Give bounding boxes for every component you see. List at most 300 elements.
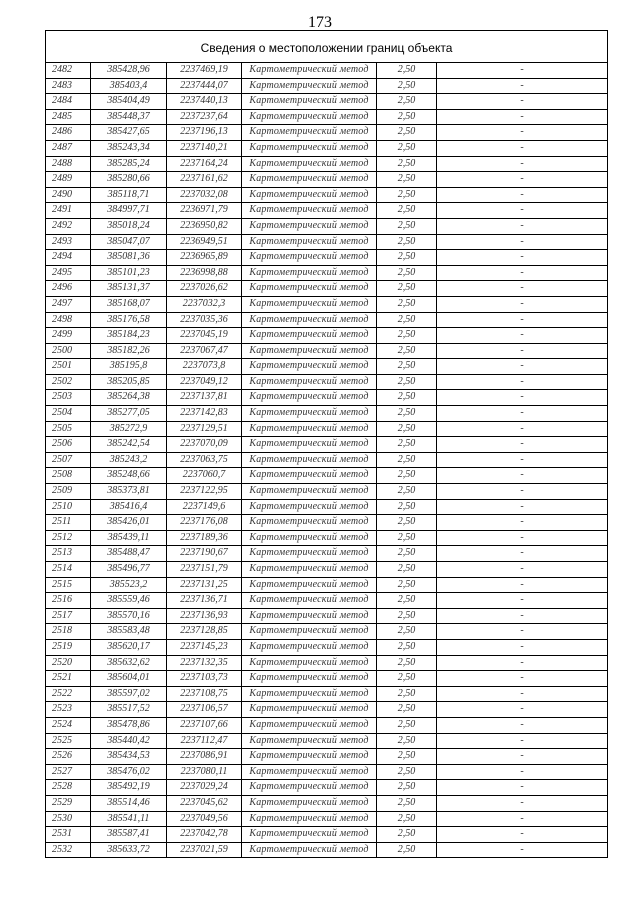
note-cell: - [437, 312, 608, 328]
precision-cell: 2,50 [377, 94, 437, 110]
note-cell: - [437, 562, 608, 578]
coordinate-y-cell: 2237045,62 [167, 795, 242, 811]
method-cell: Картометрический метод [242, 515, 377, 531]
point-number-cell: 2524 [46, 717, 91, 733]
coordinate-y-cell: 2237112,47 [167, 733, 242, 749]
table-row [46, 671, 608, 687]
method-cell: Картометрический метод [242, 437, 377, 453]
point-number-cell: 2491 [46, 203, 91, 219]
point-number-cell: 2495 [46, 265, 91, 281]
coordinate-y-cell: 2237029,24 [167, 780, 242, 796]
precision-cell: 2,50 [377, 686, 437, 702]
method-cell: Картометрический метод [242, 655, 377, 671]
point-number-cell: 2530 [46, 811, 91, 827]
precision-cell: 2,50 [377, 811, 437, 827]
note-cell: - [437, 717, 608, 733]
note-cell: - [437, 749, 608, 765]
table-row [46, 593, 608, 609]
table-row [46, 562, 608, 578]
point-number-cell: 2521 [46, 671, 91, 687]
table-row [46, 515, 608, 531]
precision-cell: 2,50 [377, 359, 437, 375]
point-number-cell: 2514 [46, 562, 91, 578]
coordinate-y-cell: 2237161,62 [167, 172, 242, 188]
method-cell: Картометрический метод [242, 218, 377, 234]
method-cell: Картометрический метод [242, 733, 377, 749]
precision-cell: 2,50 [377, 717, 437, 733]
note-cell: - [437, 827, 608, 843]
point-number-cell: 2512 [46, 530, 91, 546]
note-cell: - [437, 78, 608, 94]
point-number-cell: 2502 [46, 374, 91, 390]
point-number-cell: 2483 [46, 78, 91, 94]
method-cell: Картометрический метод [242, 265, 377, 281]
coordinate-x-cell: 385496,77 [91, 562, 167, 578]
precision-cell: 2,50 [377, 296, 437, 312]
coordinate-x-cell: 385478,86 [91, 717, 167, 733]
method-cell: Картометрический метод [242, 94, 377, 110]
precision-cell: 2,50 [377, 733, 437, 749]
coordinate-y-cell: 2237136,93 [167, 608, 242, 624]
method-cell: Картометрический метод [242, 421, 377, 437]
method-cell: Картометрический метод [242, 203, 377, 219]
point-number-cell: 2497 [46, 296, 91, 312]
table-row [46, 359, 608, 375]
table-title-row [46, 31, 608, 63]
precision-cell: 2,50 [377, 63, 437, 79]
coordinate-x-cell: 385168,07 [91, 296, 167, 312]
method-cell: Картометрический метод [242, 546, 377, 562]
table-row [46, 406, 608, 422]
table-row [46, 842, 608, 858]
method-cell: Картометрический метод [242, 577, 377, 593]
note-cell: - [437, 296, 608, 312]
table-row [46, 764, 608, 780]
method-cell: Картометрический метод [242, 764, 377, 780]
note-cell: - [437, 234, 608, 250]
coordinate-y-cell: 2237176,08 [167, 515, 242, 531]
point-number-cell: 2490 [46, 187, 91, 203]
coordinate-x-cell: 385620,17 [91, 639, 167, 655]
point-number-cell: 2494 [46, 250, 91, 266]
precision-cell: 2,50 [377, 546, 437, 562]
table-row [46, 296, 608, 312]
table-row [46, 452, 608, 468]
precision-cell: 2,50 [377, 140, 437, 156]
coordinate-x-cell: 385440,42 [91, 733, 167, 749]
note-cell: - [437, 499, 608, 515]
precision-cell: 2,50 [377, 577, 437, 593]
precision-cell: 2,50 [377, 749, 437, 765]
note-cell: - [437, 468, 608, 484]
coordinate-y-cell: 2237440,13 [167, 94, 242, 110]
coordinate-y-cell: 2237106,57 [167, 702, 242, 718]
point-number-cell: 2526 [46, 749, 91, 765]
coordinate-x-cell: 385118,71 [91, 187, 167, 203]
coordinate-y-cell: 2237444,07 [167, 78, 242, 94]
point-number-cell: 2489 [46, 172, 91, 188]
coordinate-x-cell: 385176,58 [91, 312, 167, 328]
method-cell: Картометрический метод [242, 827, 377, 843]
note-cell: - [437, 281, 608, 297]
precision-cell: 2,50 [377, 343, 437, 359]
precision-cell: 2,50 [377, 78, 437, 94]
point-number-cell: 2525 [46, 733, 91, 749]
coordinate-y-cell: 2237149,6 [167, 499, 242, 515]
coordinate-y-cell: 2237128,85 [167, 624, 242, 640]
table-row [46, 577, 608, 593]
point-number-cell: 2486 [46, 125, 91, 141]
table-row [46, 733, 608, 749]
note-cell: - [437, 63, 608, 79]
boundary-coordinates-table [45, 30, 608, 858]
note-cell: - [437, 624, 608, 640]
coordinate-y-cell: 2236971,79 [167, 203, 242, 219]
coordinate-y-cell: 2237045,19 [167, 328, 242, 344]
coordinate-x-cell: 385403,4 [91, 78, 167, 94]
precision-cell: 2,50 [377, 842, 437, 858]
coordinate-x-cell: 385517,52 [91, 702, 167, 718]
table-row [46, 530, 608, 546]
note-cell: - [437, 452, 608, 468]
point-number-cell: 2493 [46, 234, 91, 250]
precision-cell: 2,50 [377, 639, 437, 655]
table-row [46, 203, 608, 219]
point-number-cell: 2492 [46, 218, 91, 234]
point-number-cell: 2482 [46, 63, 91, 79]
method-cell: Картометрический метод [242, 63, 377, 79]
coordinate-x-cell: 385559,46 [91, 593, 167, 609]
table-row [46, 608, 608, 624]
coordinate-y-cell: 2237067,47 [167, 343, 242, 359]
precision-cell: 2,50 [377, 702, 437, 718]
table-row [46, 795, 608, 811]
method-cell: Картометрический метод [242, 156, 377, 172]
precision-cell: 2,50 [377, 795, 437, 811]
point-number-cell: 2499 [46, 328, 91, 344]
coordinate-x-cell: 385242,54 [91, 437, 167, 453]
table-row [46, 78, 608, 94]
coordinate-x-cell: 384997,71 [91, 203, 167, 219]
note-cell: - [437, 842, 608, 858]
precision-cell: 2,50 [377, 234, 437, 250]
precision-cell: 2,50 [377, 172, 437, 188]
coordinate-x-cell: 385492,19 [91, 780, 167, 796]
method-cell: Картометрический метод [242, 78, 377, 94]
coordinate-x-cell: 385404,49 [91, 94, 167, 110]
table-title-cell [46, 31, 608, 63]
table-row [46, 468, 608, 484]
coordinate-x-cell: 385101,23 [91, 265, 167, 281]
table-row [46, 421, 608, 437]
table-row [46, 312, 608, 328]
coordinate-x-cell: 385373,81 [91, 484, 167, 500]
coordinate-y-cell: 2237042,78 [167, 827, 242, 843]
precision-cell: 2,50 [377, 593, 437, 609]
note-cell: - [437, 187, 608, 203]
coordinate-x-cell: 385523,2 [91, 577, 167, 593]
precision-cell: 2,50 [377, 530, 437, 546]
method-cell: Картометрический метод [242, 671, 377, 687]
note-cell: - [437, 390, 608, 406]
coordinate-y-cell: 2237021,59 [167, 842, 242, 858]
method-cell: Картометрический метод [242, 359, 377, 375]
coordinate-x-cell: 385184,23 [91, 328, 167, 344]
coordinate-y-cell: 2237196,13 [167, 125, 242, 141]
note-cell: - [437, 593, 608, 609]
table-row [46, 717, 608, 733]
point-number-cell: 2523 [46, 702, 91, 718]
note-cell: - [437, 577, 608, 593]
coordinate-y-cell: 2237137,81 [167, 390, 242, 406]
coordinate-x-cell: 385587,41 [91, 827, 167, 843]
coordinate-x-cell: 385018,24 [91, 218, 167, 234]
table-row [46, 639, 608, 655]
method-cell: Картометрический метод [242, 452, 377, 468]
precision-cell: 2,50 [377, 374, 437, 390]
coordinate-y-cell: 2237129,51 [167, 421, 242, 437]
precision-cell: 2,50 [377, 608, 437, 624]
method-cell: Картометрический метод [242, 296, 377, 312]
coordinate-x-cell: 385428,96 [91, 63, 167, 79]
coordinate-y-cell: 2237035,36 [167, 312, 242, 328]
coordinate-y-cell: 2237070,09 [167, 437, 242, 453]
point-number-cell: 2500 [46, 343, 91, 359]
note-cell: - [437, 639, 608, 655]
note-cell: - [437, 172, 608, 188]
coordinate-x-cell: 385272,9 [91, 421, 167, 437]
coordinate-x-cell: 385047,07 [91, 234, 167, 250]
precision-cell: 2,50 [377, 624, 437, 640]
note-cell: - [437, 406, 608, 422]
method-cell: Картометрический метод [242, 406, 377, 422]
point-number-cell: 2509 [46, 484, 91, 500]
note-cell: - [437, 218, 608, 234]
table-title: Сведения о местоположении границ объекта [200, 41, 453, 55]
table-row [46, 187, 608, 203]
coordinate-x-cell: 385514,46 [91, 795, 167, 811]
coordinate-x-cell: 385081,36 [91, 250, 167, 266]
point-number-cell: 2522 [46, 686, 91, 702]
precision-cell: 2,50 [377, 671, 437, 687]
note-cell: - [437, 530, 608, 546]
point-number-cell: 2520 [46, 655, 91, 671]
table-row [46, 265, 608, 281]
note-cell: - [437, 702, 608, 718]
table-row [46, 125, 608, 141]
coordinate-y-cell: 2237189,36 [167, 530, 242, 546]
table-row [46, 374, 608, 390]
coordinate-y-cell: 2237108,75 [167, 686, 242, 702]
coordinate-y-cell: 2236998,88 [167, 265, 242, 281]
coordinate-x-cell: 385131,37 [91, 281, 167, 297]
note-cell: - [437, 125, 608, 141]
coordinate-y-cell: 2237164,24 [167, 156, 242, 172]
coordinate-y-cell: 2237190,67 [167, 546, 242, 562]
precision-cell: 2,50 [377, 437, 437, 453]
coordinate-x-cell: 385195,8 [91, 359, 167, 375]
method-cell: Картометрический метод [242, 702, 377, 718]
precision-cell: 2,50 [377, 780, 437, 796]
table-row [46, 484, 608, 500]
note-cell: - [437, 250, 608, 266]
coordinate-y-cell: 2237107,66 [167, 717, 242, 733]
precision-cell: 2,50 [377, 156, 437, 172]
note-cell: - [437, 546, 608, 562]
coordinate-y-cell: 2237032,08 [167, 187, 242, 203]
table-row [46, 624, 608, 640]
coordinate-y-cell: 2237145,23 [167, 639, 242, 655]
point-number-cell: 2518 [46, 624, 91, 640]
coordinate-y-cell: 2237132,35 [167, 655, 242, 671]
table-row [46, 827, 608, 843]
coordinate-y-cell: 2237122,95 [167, 484, 242, 500]
table-row [46, 655, 608, 671]
point-number-cell: 2487 [46, 140, 91, 156]
table-row [46, 172, 608, 188]
point-number-cell: 2505 [46, 421, 91, 437]
point-number-cell: 2531 [46, 827, 91, 843]
table-row [46, 234, 608, 250]
method-cell: Картометрический метод [242, 312, 377, 328]
method-cell: Картометрический метод [242, 140, 377, 156]
point-number-cell: 2517 [46, 608, 91, 624]
precision-cell: 2,50 [377, 218, 437, 234]
method-cell: Картометрический метод [242, 780, 377, 796]
coordinate-x-cell: 385597,02 [91, 686, 167, 702]
coordinate-y-cell: 2237136,71 [167, 593, 242, 609]
point-number-cell: 2529 [46, 795, 91, 811]
method-cell: Картометрический метод [242, 593, 377, 609]
point-number-cell: 2511 [46, 515, 91, 531]
note-cell: - [437, 109, 608, 125]
method-cell: Картометрический метод [242, 374, 377, 390]
method-cell: Картометрический метод [242, 343, 377, 359]
coordinate-y-cell: 2237142,83 [167, 406, 242, 422]
point-number-cell: 2515 [46, 577, 91, 593]
method-cell: Картометрический метод [242, 109, 377, 125]
table-row [46, 63, 608, 79]
precision-cell: 2,50 [377, 125, 437, 141]
coordinate-x-cell: 385439,11 [91, 530, 167, 546]
note-cell: - [437, 484, 608, 500]
method-cell: Картометрический метод [242, 842, 377, 858]
method-cell: Картометрический метод [242, 250, 377, 266]
note-cell: - [437, 515, 608, 531]
method-cell: Картометрический метод [242, 639, 377, 655]
note-cell: - [437, 686, 608, 702]
coordinate-x-cell: 385427,65 [91, 125, 167, 141]
page-number: 173 [308, 14, 332, 31]
table-row [46, 109, 608, 125]
precision-cell: 2,50 [377, 827, 437, 843]
method-cell: Картометрический метод [242, 484, 377, 500]
precision-cell: 2,50 [377, 390, 437, 406]
table-row [46, 218, 608, 234]
coordinate-x-cell: 385583,48 [91, 624, 167, 640]
precision-cell: 2,50 [377, 515, 437, 531]
coordinate-x-cell: 385280,66 [91, 172, 167, 188]
note-cell: - [437, 811, 608, 827]
note-cell: - [437, 94, 608, 110]
note-cell: - [437, 328, 608, 344]
coordinate-x-cell: 385248,66 [91, 468, 167, 484]
coordinate-y-cell: 2236950,82 [167, 218, 242, 234]
method-cell: Картометрический метод [242, 795, 377, 811]
note-cell: - [437, 421, 608, 437]
table-row [46, 780, 608, 796]
point-number-cell: 2510 [46, 499, 91, 515]
table-row [46, 546, 608, 562]
method-cell: Картометрический метод [242, 234, 377, 250]
table-row [46, 343, 608, 359]
coordinate-y-cell: 2237080,11 [167, 764, 242, 780]
point-number-cell: 2527 [46, 764, 91, 780]
point-number-cell: 2484 [46, 94, 91, 110]
coordinate-y-cell: 2237026,62 [167, 281, 242, 297]
coordinate-x-cell: 385205,85 [91, 374, 167, 390]
coordinate-x-cell: 385243,2 [91, 452, 167, 468]
note-cell: - [437, 343, 608, 359]
coordinate-y-cell: 2237469,19 [167, 63, 242, 79]
table-row [46, 390, 608, 406]
coordinate-y-cell: 2237063,75 [167, 452, 242, 468]
point-number-cell: 2501 [46, 359, 91, 375]
note-cell: - [437, 733, 608, 749]
method-cell: Картометрический метод [242, 717, 377, 733]
coordinate-y-cell: 2237073,8 [167, 359, 242, 375]
table-row [46, 94, 608, 110]
point-number-cell: 2496 [46, 281, 91, 297]
coordinate-x-cell: 385416,4 [91, 499, 167, 515]
table-row [46, 140, 608, 156]
coordinate-x-cell: 385426,01 [91, 515, 167, 531]
coordinate-x-cell: 385182,26 [91, 343, 167, 359]
point-number-cell: 2507 [46, 452, 91, 468]
table-row [46, 156, 608, 172]
table-row [46, 328, 608, 344]
point-number-cell: 2516 [46, 593, 91, 609]
coordinate-y-cell: 2237140,21 [167, 140, 242, 156]
precision-cell: 2,50 [377, 452, 437, 468]
precision-cell: 2,50 [377, 499, 437, 515]
table-row [46, 437, 608, 453]
point-number-cell: 2528 [46, 780, 91, 796]
note-cell: - [437, 374, 608, 390]
coordinate-y-cell: 2237086,91 [167, 749, 242, 765]
coordinate-y-cell: 2237151,79 [167, 562, 242, 578]
precision-cell: 2,50 [377, 281, 437, 297]
coordinate-y-cell: 2237131,25 [167, 577, 242, 593]
coordinate-x-cell: 385448,37 [91, 109, 167, 125]
point-number-cell: 2508 [46, 468, 91, 484]
method-cell: Картометрический метод [242, 608, 377, 624]
precision-cell: 2,50 [377, 406, 437, 422]
coordinate-x-cell: 385570,16 [91, 608, 167, 624]
method-cell: Картометрический метод [242, 686, 377, 702]
coordinate-y-cell: 2237060,7 [167, 468, 242, 484]
precision-cell: 2,50 [377, 562, 437, 578]
note-cell: - [437, 780, 608, 796]
table-row [46, 686, 608, 702]
note-cell: - [437, 156, 608, 172]
precision-cell: 2,50 [377, 764, 437, 780]
note-cell: - [437, 764, 608, 780]
precision-cell: 2,50 [377, 484, 437, 500]
method-cell: Картометрический метод [242, 562, 377, 578]
method-cell: Картометрический метод [242, 187, 377, 203]
note-cell: - [437, 608, 608, 624]
